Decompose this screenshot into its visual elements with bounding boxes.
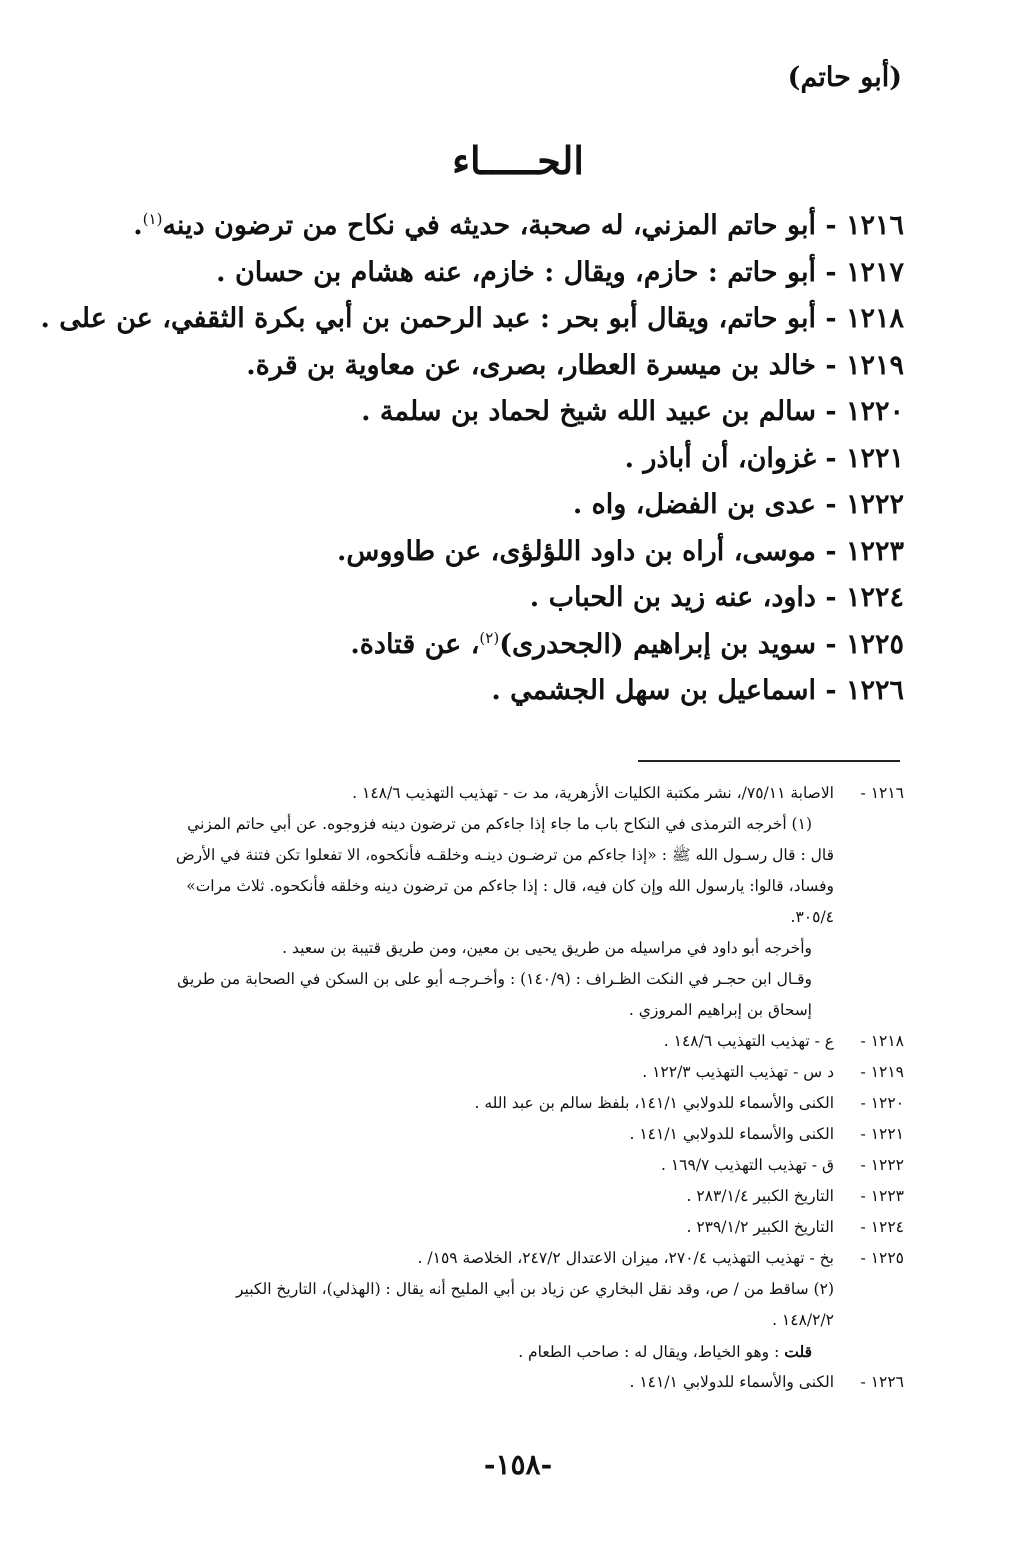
- footnote-separator: [638, 760, 900, 762]
- entry-number: ١٢٢٥ -: [825, 628, 904, 660]
- footnote-body: [104, 1057, 834, 1088]
- footnote: [104, 1026, 904, 1057]
- footnote-entry-number: ١٢٢٢ -: [860, 1156, 904, 1174]
- footnote-line: [104, 871, 834, 902]
- entry-text: أبو حاتم، ويقال أبو بحر : عبد الرحمن بن أبي بكرة الثقفي، عن على .: [40, 303, 816, 334]
- footnote-text: بخ - تهذيب التهذيب ٢٧٠/٤، ميزان الاعتدال ٢٤٧/٢، الخلاصة ١٥٩/ .: [417, 1249, 834, 1267]
- footnote-line: [104, 840, 834, 871]
- footnote-text: التاريخ الكبير ٢٨٣/١/٤ .: [686, 1187, 834, 1205]
- footnote-body: [104, 1150, 834, 1181]
- footnote-body: [104, 1026, 834, 1057]
- entry: [104, 661, 904, 708]
- footnote: [104, 1150, 904, 1181]
- footnote-body: [104, 1212, 834, 1243]
- footnote: [104, 1181, 904, 1212]
- footnote-entry-number: ١٢١٩ -: [860, 1063, 904, 1081]
- footnote: [104, 1119, 904, 1150]
- footnote-text: د س - تهذيب التهذيب ١٢٢/٣ .: [642, 1063, 834, 1081]
- footnote-line: [104, 1367, 834, 1398]
- entry: [40, 289, 904, 336]
- footnote-body: [104, 1243, 834, 1367]
- footnote-body: [104, 1181, 834, 1212]
- entry: [104, 568, 904, 615]
- footnote: [104, 1088, 904, 1119]
- footnote-entry-number: ١٢١٦ -: [860, 784, 904, 802]
- footnote-line: [104, 1274, 834, 1305]
- footnote-text: التاريخ الكبير ٢٣٩/١/٢ .: [686, 1218, 834, 1236]
- entry-text: اسماعيل بن سهل الجشمي .: [491, 675, 816, 706]
- entry: [104, 615, 904, 662]
- entry-number: ١٢٢٢ -: [825, 489, 904, 520]
- footnote: [104, 1243, 904, 1367]
- entry-text: موسى، أراه بن داود اللؤلؤى، عن طاووس.: [337, 535, 816, 567]
- footnote-text: (١) أخرجه الترمذى في النكاح باب ما جاء إذا جاءكم من ترضون دينه فزوجوه. عن أبي حاتم المزني: [187, 815, 812, 833]
- footnote-text: : وهو الخياط، ويقال له : صاحب الطعام .: [518, 1343, 785, 1361]
- footnote-text: وقـال ابن حجـر في النكت الظـراف : (١٤٠/٩) : وأخـرجـه أبو على بن السكن في الصحابة من طريق: [177, 970, 812, 988]
- footnote-entry-number: ١٢٢٣ -: [860, 1187, 904, 1205]
- entry-text: أبو حاتم : حازم، ويقال : خازم، عنه هشام بن حسان .: [216, 256, 816, 288]
- footnote-body: [104, 1119, 834, 1150]
- entry-number: ١٢١٦ -: [825, 210, 904, 241]
- entry-text: سويد بن إبراهيم (الجحدرى): [499, 628, 816, 660]
- footnote-entry-number: ١٢٢٠ -: [860, 1094, 904, 1112]
- entry-text-end: .: [133, 210, 143, 241]
- footnote-marker: (٢): [479, 628, 500, 647]
- footnote-body: [104, 1367, 834, 1398]
- footnote-text: وفساد، قالوا: يارسول الله وإن كان فيه، قال : إذا جاءكم من ترضون دينه وخلقه فأنكحوه. ثلاث مرات»: [186, 877, 834, 895]
- entry-text: خالد بن ميسرة العطار، بصرى، عن معاوية بن قرة.: [246, 349, 816, 381]
- footnote-line: [104, 1243, 834, 1274]
- footnote-line: [104, 995, 834, 1026]
- entry-number: ١٢٢١ -: [825, 442, 904, 474]
- footnote-line: [104, 1088, 834, 1119]
- footnote: [104, 1367, 904, 1398]
- footnote: [104, 1212, 904, 1243]
- footnote-line: [104, 1212, 834, 1243]
- footnote-text: إسحاق بن إبراهيم المروزي .: [628, 1001, 812, 1019]
- footnote-line: [104, 1150, 834, 1181]
- entry-number: ١٢١٨ -: [825, 303, 904, 334]
- footnote-text: الكنى والأسماء للدولابي ١٤١/١، بلفظ سالم بن عبد الله .: [474, 1094, 834, 1112]
- footnote-line: [104, 1305, 834, 1336]
- footnote-entry-number: ١٢٢١ -: [860, 1125, 904, 1143]
- footnote-text: (٢) ساقط من / ص، وقد نقل البخاري عن زياد بن أبي المليح أنه يقال : (الهذلي)، التاريخ الكبير: [236, 1280, 834, 1298]
- footnote-line: [104, 778, 834, 809]
- footnote-line: [104, 902, 834, 933]
- entry-number: ١٢١٩ -: [825, 349, 904, 381]
- footnote-line: [104, 809, 834, 840]
- entry-list: [40, 196, 904, 708]
- footnote-line: [104, 1336, 834, 1367]
- footnote-entry-number: ١٢٢٥ -: [860, 1249, 904, 1267]
- entry: [104, 475, 904, 522]
- entry-number: ١٢٢٣ -: [825, 535, 904, 567]
- footnote: [104, 1057, 904, 1088]
- footnote-line: [104, 1057, 834, 1088]
- footnote-text: الاصابة ٧٥/١١/، نشر مكتبة الكليات الأزهرية، مد ت - تهذيب التهذيب ١٤٨/٦ .: [352, 784, 834, 802]
- footnote-line: [104, 1181, 834, 1212]
- footnote-text: ع - تهذيب التهذيب ١٤٨/٦ .: [663, 1032, 834, 1050]
- entry-number: ١٢١٧ -: [825, 256, 904, 288]
- footnote-text: ق - تهذيب التهذيب ١٦٩/٧ .: [660, 1156, 834, 1174]
- entry-number: ١٢٢٦ -: [825, 675, 904, 706]
- footnote-text: الكنى والأسماء للدولابي ١٤١/١ .: [629, 1373, 834, 1391]
- entry: [104, 196, 904, 243]
- entry-text-end: ، عن قتادة.: [350, 628, 480, 660]
- entry: [104, 522, 904, 569]
- entry-text: أبو حاتم المزني، له صحبة، حديثه في نكاح من ترضون دينه: [162, 210, 816, 241]
- entry-number: ١٢٢٤ -: [825, 582, 904, 613]
- footnote-text: قال : قال رسـول الله ﷺ : «إذا جاءكم من ترضـون دينـه وخلقـه فأنكحوه، الا تفعلوا تكن فتنة في الأرض: [175, 846, 834, 864]
- footnote-text: ١٤٨/٢/٢ .: [772, 1311, 834, 1329]
- section-title: الحـــــاء: [452, 138, 584, 183]
- footnote-line: [104, 1119, 834, 1150]
- entry-number: ١٢٢٠ -: [825, 396, 904, 427]
- footnote-list: [104, 778, 904, 1398]
- footnote: [104, 778, 904, 1026]
- footnote-body: [104, 1088, 834, 1119]
- footnote-entry-number: ١٢٢٤ -: [860, 1218, 904, 1236]
- footnote-text: وأخرجه أبو داود في مراسيله من طريق يحيى بن معين، ومن طريق قتيبة بن سعيد .: [282, 939, 812, 957]
- footnote-text: الكنى والأسماء للدولابي ١٤١/١ .: [629, 1125, 834, 1143]
- entry-text: داود، عنه زيد بن الحباب .: [529, 582, 816, 613]
- footnote-entry-number: ١٢٢٦ -: [860, 1373, 904, 1391]
- footnote-body: [104, 778, 834, 1026]
- footnote-text: ٣٠٥/٤.: [790, 908, 834, 926]
- footnote-line: [104, 1026, 834, 1057]
- entry: [104, 429, 904, 476]
- footnote-marker: (١): [142, 210, 163, 228]
- entry: [104, 382, 904, 429]
- entry: [104, 243, 904, 290]
- page-number: -١٥٨-: [483, 1448, 553, 1481]
- footnote-line: [104, 933, 834, 964]
- entry-text: سالم بن عبيد الله شيخ لحماد بن سلمة .: [361, 396, 816, 427]
- entry: [104, 336, 904, 383]
- footnote-entry-number: ١٢١٨ -: [860, 1032, 904, 1050]
- footnote-bold-word: قلت: [784, 1342, 812, 1361]
- running-header: (أبو حاتم): [787, 62, 902, 93]
- footnote-line: [104, 964, 834, 995]
- entry-text: غزوان، أن أباذر .: [624, 442, 816, 474]
- entry-text: عدى بن الفضل، واه .: [572, 489, 816, 520]
